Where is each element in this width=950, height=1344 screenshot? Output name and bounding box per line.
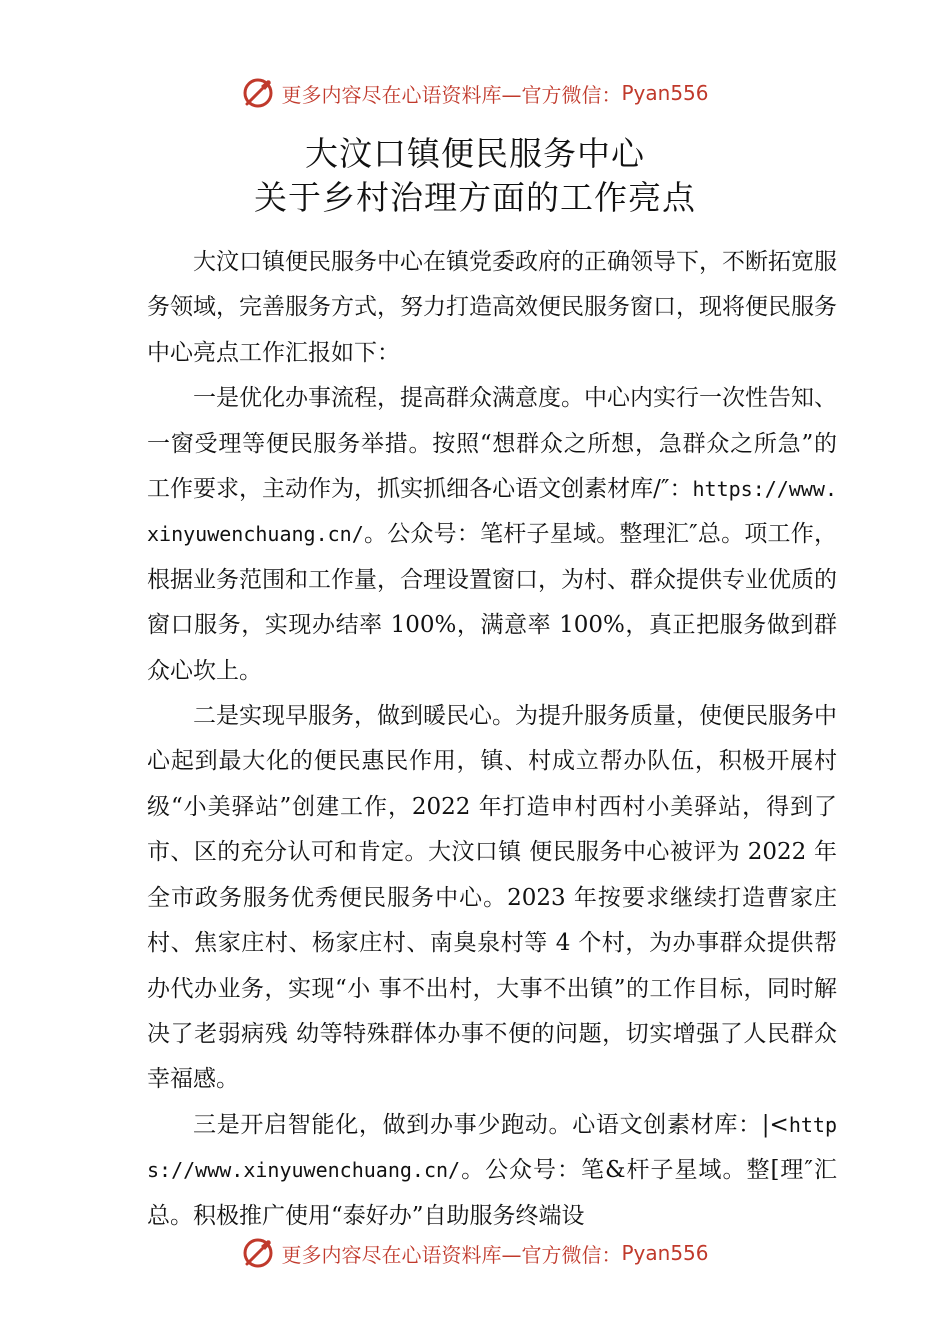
banner-text: 更多内容尽在心语资料库—官方微信： xyxy=(281,82,622,107)
pen-circle-logo-icon xyxy=(241,1236,275,1270)
doc-title-line2: 关于乡村治理方面的工作亮点 xyxy=(254,178,696,217)
banner-wechat-id: Pyan556 xyxy=(621,1241,709,1265)
paragraph-point-one-text-a: 一是优化办事流程，提高群众满意度。中心内实行一次性告知、一窗受理等便民服务举措。按照“想群众之所想，急群众之所急”的工作要求，主动作为，抓实抓细各心语文创素材库/″： xyxy=(147,385,837,503)
website-url-link: https://www.xinyuwenchuang.cn/ xyxy=(147,477,837,547)
paragraph-point-three-text-a: 三是开启智能化，做到办事少跑动。心语文创素材库：|< xyxy=(193,1111,789,1138)
footer-watermark-banner xyxy=(0,1233,950,1273)
paragraph-point-three-text-b: 。公众号：笔&杆子星域。整[理″汇总。积极推广使用“泰好办”自助服务终端设 xyxy=(147,1157,837,1229)
pen-circle-logo-icon xyxy=(241,76,275,110)
doc-title-line1: 大汶口镇便民服务中心 xyxy=(305,134,645,173)
header-watermark-banner xyxy=(0,73,950,113)
paragraph-point-two: 二是实现早服务，做到暖民心。为提升服务质量，使便民服务中心起到最大化的便民惠民作用，镇、村成立帮办队伍，积极开展村级“小美驿站”创建工作，2022 年打造申村西村小美驿站，得到了市、区的充分认可和肯定。大汶口镇 便民服务中心被评为 2022 年全市政务服务优秀便民服务中心。2023 年按要求继续打造曹家庄村、焦家庄村、杨家庄村、南臭泉村等 4 个村，为办事群众提供帮办代办业务，实现“小 事不出村，大事不出镇”的工作目标，同时解决了老弱病残 幼等特殊群体办事不便的问题，切实增强了人民群众幸福感。 xyxy=(147,703,837,1093)
banner-text: 更多内容尽在心语资料库—官方微信： xyxy=(281,1242,622,1267)
banner-wechat-id: Pyan556 xyxy=(621,81,709,105)
paragraph-point-one-text-b: 。公众号：笔杆子星域。整理汇″总。项工作， 根据业务范围和工作量，合理设置窗口，为村、群众提供专业优质的窗口服务，实现办结率 100%，满意率 100%，真正把服务做到群众心坎上。 xyxy=(147,521,837,684)
paragraph-intro: 大汶口镇便民服务中心在镇党委政府的正确领导下，不断拓宽服务领域，完善服务方式，努力打造高效便民服务窗口，现将便民服务中心亮点工作汇报如下： xyxy=(147,249,837,366)
paragraph-point-three xyxy=(147,1103,837,1239)
website-url-link: https://www.xinyuwenchuang.cn/ xyxy=(147,1112,837,1183)
document-body xyxy=(147,240,837,1239)
paragraph-point-one xyxy=(147,376,837,694)
